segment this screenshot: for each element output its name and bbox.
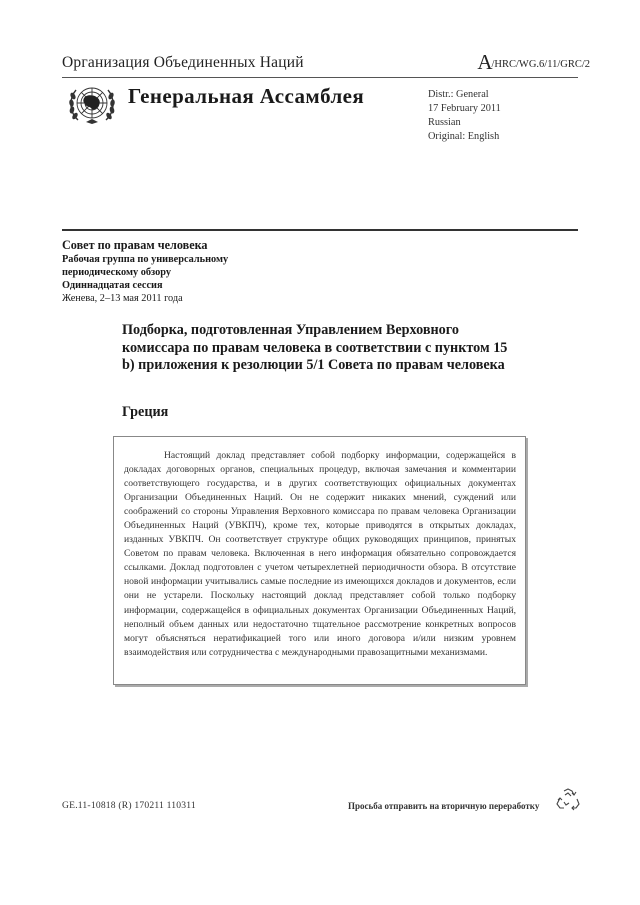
summary-text: Настоящий доклад представляет собой подборку информации, содержащейся в докладах договорных органов, специальных процедур, включая замечания и комментарии соответствующего государства, и в других соответствующих официальных документах Организации Объединенных Наций. Он не содержит никаких мнений, суждений или соображений со стороны Управления Верховного комиссара по правам человека Организации Объединенных Наций (УВКПЧ), кроме тех, которые приводятся в открытых докладах, изданных УВКПЧ. Он соответствует структуре общих руководящих принципов, принятых Советом по правам человека. Включенная в него информация обязательно сопровождается ссылками. Доклад подготовлен с учетом четырехлетней периодичности обзора. В отсутствие новой информации учитывались самые последние из имеющихся докладов и документов, если они не устарели. Поскольку настоящий доклад представляет собой только подборку информации, содержащейся в официальных документах Организации Объединенных Наций, неполный объем данных или недостаточно тщательное рассмотрение конкретных вопросов могут объясняться нератификацией того или иного договора и/или низким уровнем взаимодействия или сотрудничества с международными правозащитными механизмами.	[124, 450, 516, 658]
job-number: GE.11-10818 (R) 170211 110311	[62, 800, 196, 811]
header-rule	[62, 77, 578, 78]
document-language: Russian	[428, 117, 461, 128]
document-title: Подборка, подготовленная Управлением Верховного комиссара по правам человека в соответствии с пунктом 15 b) приложения к резолюции 5/1 Совета по правам человека	[122, 322, 508, 373]
country-name: Греция	[122, 404, 169, 420]
assembly-name: Генеральная Ассамблея	[128, 84, 365, 108]
working-group-line-1: Рабочая группа по универсальному	[62, 254, 229, 265]
summary-box	[113, 436, 526, 685]
council-block	[62, 238, 228, 305]
session-name: Одиннадцатая сессия	[62, 280, 163, 291]
document-date: 17 February 2011	[428, 103, 501, 114]
section-rule	[62, 229, 578, 231]
original-language: Original: English	[428, 131, 500, 142]
un-emblem-icon	[66, 80, 118, 128]
working-group-line-2: периодическому обзору	[62, 267, 171, 278]
council-title: Совет по правам человека	[62, 238, 208, 252]
symbol-prefix: A	[477, 50, 492, 74]
place-date: Женева, 2–13 мая 2011 года	[62, 293, 183, 304]
organization-name: Организация Объединенных Наций	[62, 54, 304, 71]
symbol-code: /HRC/WG.6/11/GRC/2	[491, 59, 590, 70]
document-symbol	[477, 50, 590, 75]
distribution-info	[428, 88, 501, 144]
distribution-line: Distr.: General	[428, 89, 489, 100]
recycle-icon	[555, 787, 581, 813]
recycle-notice: Просьба отправить на вторичную переработку	[348, 801, 540, 811]
